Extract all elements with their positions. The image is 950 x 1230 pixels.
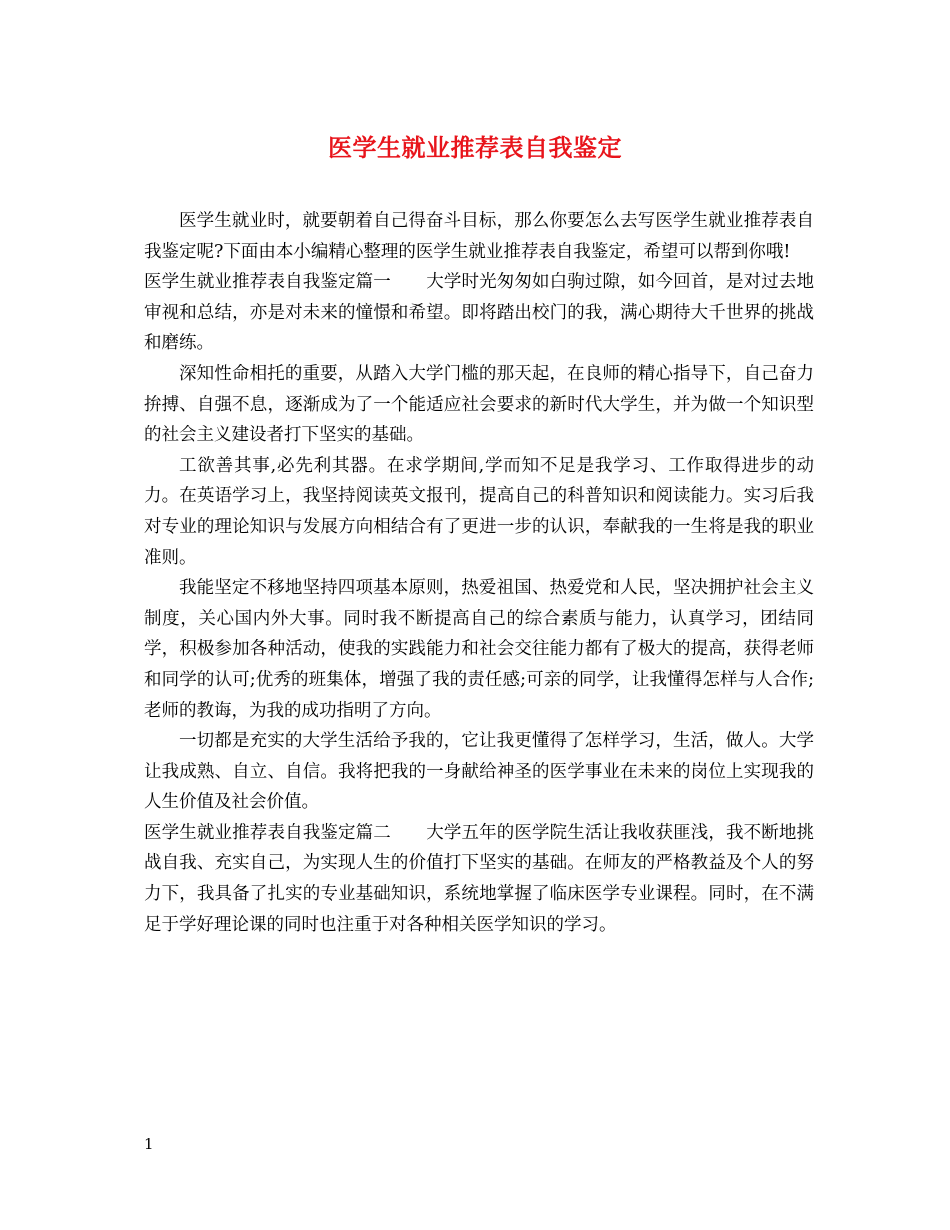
paragraph-section-1	[144, 267, 814, 359]
paragraph-text: 我能坚定不移地坚持四项基本原则，热爱祖国、热爱党和人民，坚决拥护社会主义制度，关心国内外大事。同时我不断提高自己的综合素质与能力，认真学习，团结同学，积极参加各种活动，使我的实践能力和社会交往能力都有了极大的提高，获得老师和同学的认可;优秀的班集体，增强了我的责任感;可亲的同学，让我懂得怎样与人合作;老师的教诲，为我的成功指明了方向。	[144, 578, 814, 721]
paragraph-section-2	[144, 818, 814, 940]
paragraph-text: 医学生就业时，就要朝着自己得奋斗目标，那么你要怎么去写医学生就业推荐表自我鉴定呢?下面由本小编精心整理的医学生就业推荐表自我鉴定，希望可以帮到你哦!	[144, 211, 814, 262]
paragraph	[144, 451, 814, 573]
paragraph-text: 深知性命相托的重要，从踏入大学门槛的那天起，在良师的精心指导下，自己奋力拚搏、自强不息，逐渐成为了一个能适应社会要求的新时代大学生，并为做一个知识型的社会主义建设者打下坚实的基础。	[144, 363, 814, 446]
paragraph-text: 工欲善其事,必先利其器。在求学期间,学而知不足是我学习、工作取得进步的动力。在英语学习上，我坚持阅读英文报刊，提高自己的科普知识和阅读能力。实习后我对专业的理论知识与发展方向相结合有了更进一步的认识，奉献我的一生将是我的职业准则。	[144, 455, 814, 568]
paragraph	[144, 359, 814, 451]
page-number: 1	[144, 1135, 154, 1153]
section-heading: 医学生就业推荐表自我鉴定篇一	[144, 272, 391, 293]
paragraph-text: 大学时光匆匆如白驹过隙，如今回首，是对过去地审视和总结，亦是对未来的憧憬和希望。即将踏出校门的我，满心期待大千世界的挑战和磨练。	[144, 272, 815, 354]
paragraph-intro	[144, 206, 814, 267]
document-body	[144, 206, 814, 940]
document-title: 医学生就业推荐表自我鉴定	[328, 133, 622, 162]
heading-spacer	[391, 272, 426, 292]
heading-spacer	[391, 823, 426, 843]
paragraph-text: 一切都是充实的大学生活给予我的，它让我更懂得了怎样学习，生活，做人。大学让我成熟、自立、自信。我将把我的一身献给神圣的医学事业在未来的岗位上实现我的人生价值及社会价值。	[144, 731, 814, 813]
paragraph	[144, 726, 814, 818]
paragraph-text: 大学五年的医学院生活让我收获匪浅，我不断地挑战自我、充实自己，为实现人生的价值打下坚实的基础。在师友的严格教益及个人的努力下，我具备了扎实的专业基础知识，系统地掌握了临床医学专业课程。同时，在不满足于学好理论课的同时也注重于对各种相关医学知识的学习。	[144, 822, 815, 935]
section-heading: 医学生就业推荐表自我鉴定篇二	[144, 822, 391, 843]
paragraph	[144, 573, 814, 726]
